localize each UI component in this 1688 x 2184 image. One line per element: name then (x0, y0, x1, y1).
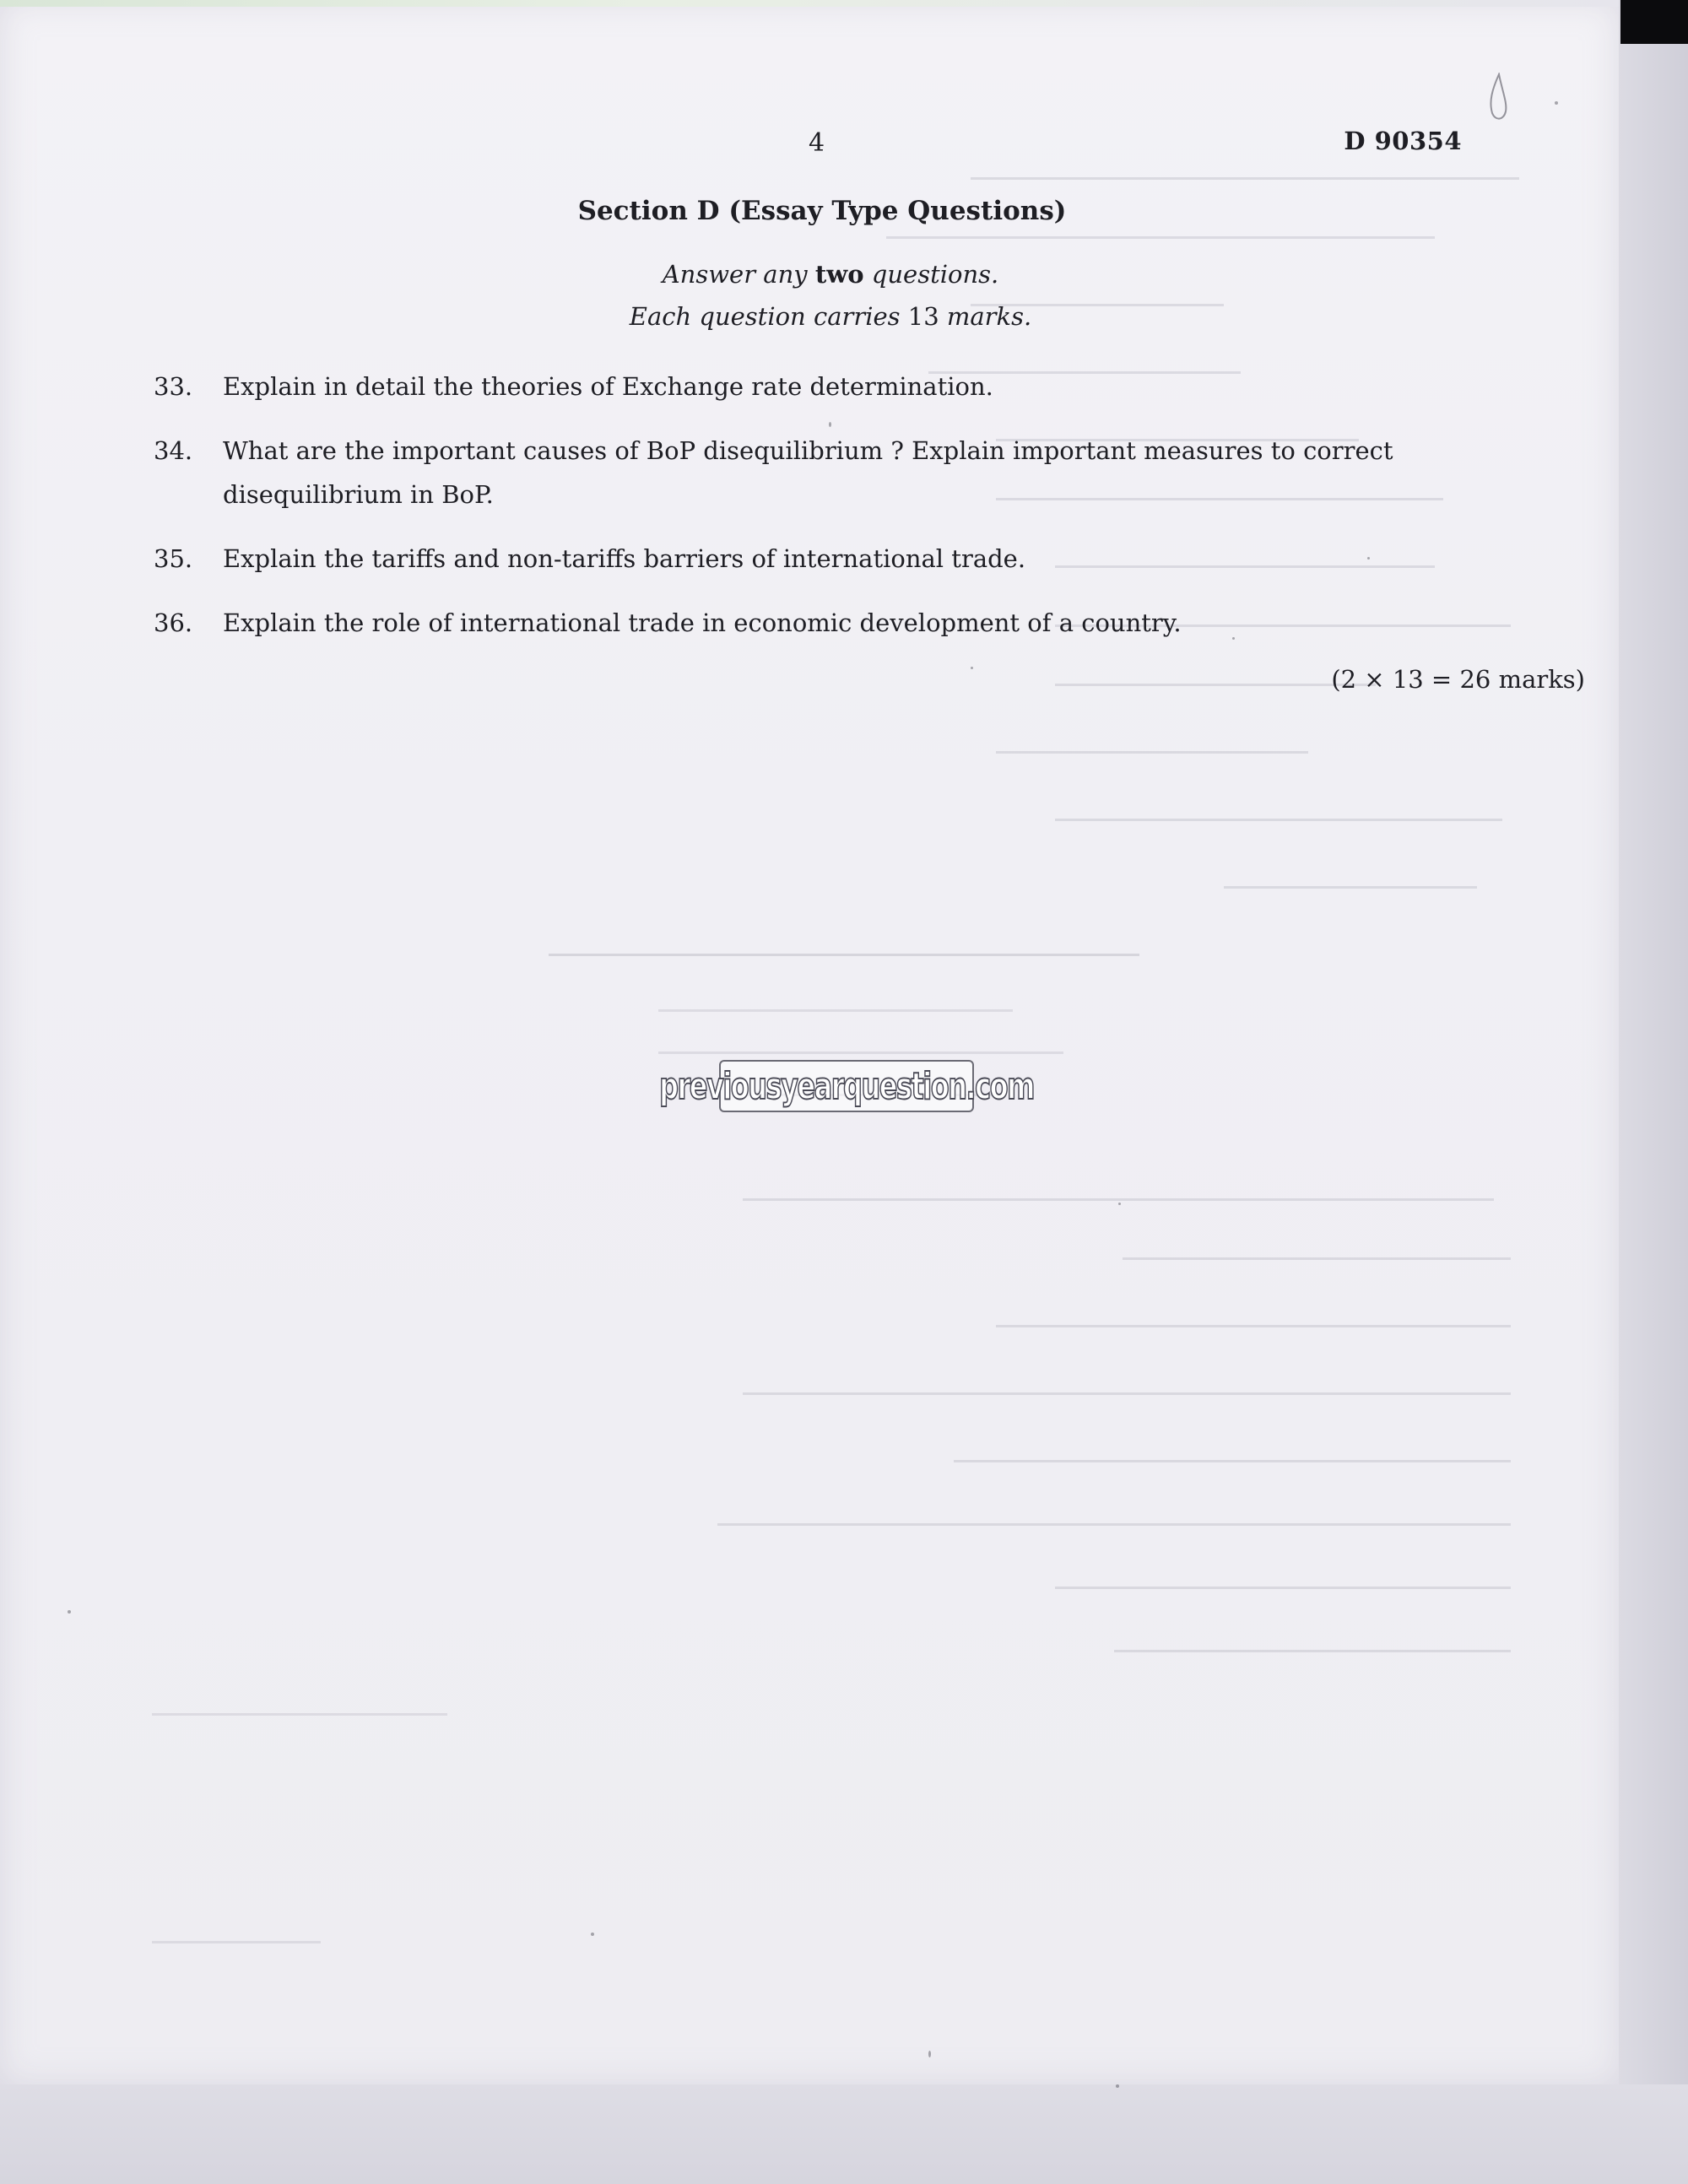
question-item (154, 601, 1521, 645)
paper-code: D 90354 (1344, 127, 1462, 155)
marks-suffix: marks. (939, 302, 1032, 331)
watermark-logo (659, 1060, 1034, 1112)
question-number: 36. (154, 608, 193, 637)
page-top-edge (0, 0, 1619, 7)
instruction-count: two (814, 260, 864, 289)
marks-number: 13 (907, 302, 939, 331)
instruction-prefix: Answer any (662, 260, 815, 289)
question-number: 34. (154, 436, 193, 465)
question-number: 35. (154, 544, 193, 573)
question-item (154, 537, 1521, 581)
total-marks: (2 × 13 = 26 marks) (1331, 665, 1585, 694)
question-text: Explain the tariffs and non-tariffs barriers of international trade. (223, 544, 1026, 573)
question-item (154, 429, 1521, 516)
scan-corner-shadow (1620, 0, 1688, 44)
question-list (154, 365, 1521, 665)
instruction-suffix: questions. (863, 260, 999, 289)
scan-bottom-edge (0, 2084, 1688, 2184)
question-text: Explain in detail the theories of Exchange rate determination. (223, 372, 993, 401)
marks-instruction (0, 302, 1619, 331)
question-number: 33. (154, 372, 193, 401)
marks-prefix: Each question carries (629, 302, 908, 331)
answer-instruction (0, 260, 1619, 289)
page-fold-edge (1619, 0, 1688, 2184)
question-item (154, 365, 1521, 408)
question-text: Explain the role of international trade in economic development of a country. (223, 608, 1182, 637)
page-number: 4 (809, 128, 825, 158)
watermark-text: previousyearquestion.com (659, 1064, 1034, 1108)
question-text: What are the important causes of BoP disequilibrium ? Explain important measures to correct disequilibrium in BoP. (223, 436, 1393, 509)
section-title: Section D (Essay Type Questions) (577, 196, 1067, 226)
